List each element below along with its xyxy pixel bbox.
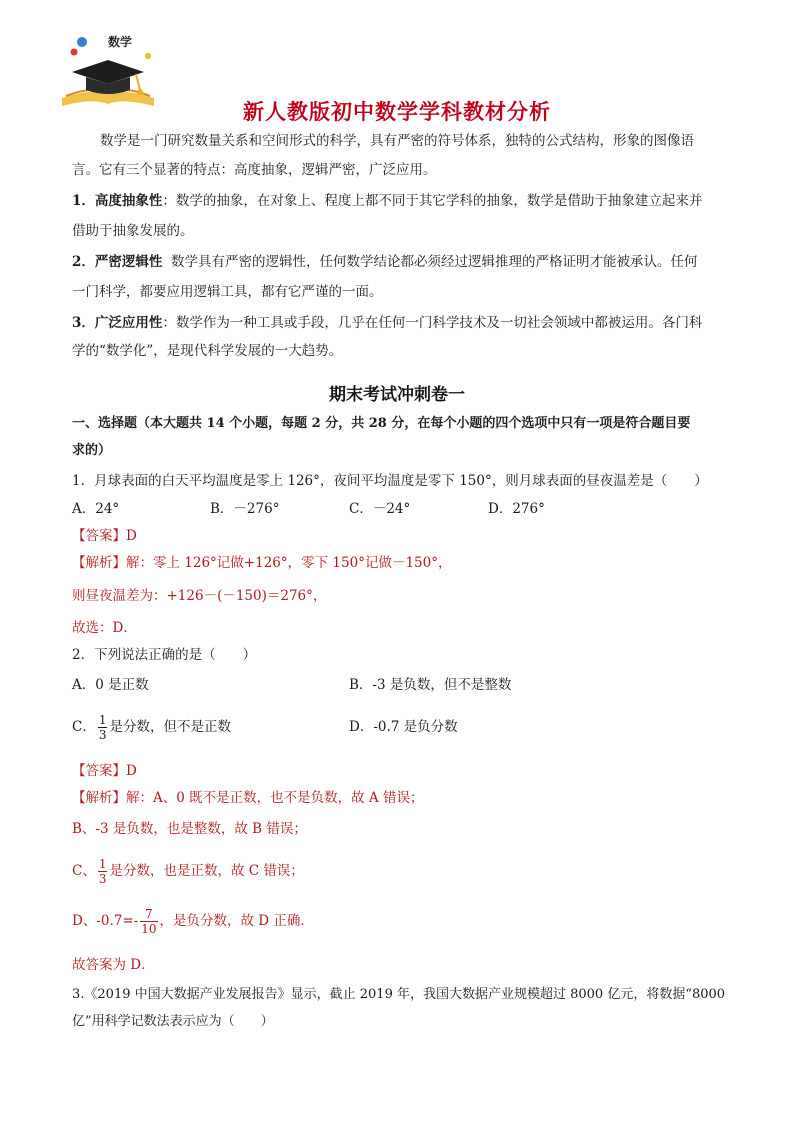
intro-line: 言。它有三个显著的特点：高度抽象，逻辑严密，广泛应用。 (72, 162, 437, 178)
question-1-option-d: D．276° (488, 501, 545, 517)
section-header-cont: 求的） (72, 443, 112, 458)
question-1-stem: 1．月球表面的白天平均温度是零上 126°，夜间平均温度是零下 150°，则月球表面的昼夜温差是（ ） (72, 473, 708, 489)
fraction: $\frac{1}{3}$ (98, 713, 107, 742)
question-1-answer: 【答案】D (72, 528, 137, 544)
question-1-option-a: A．24° (72, 501, 120, 517)
logo-label: 数学 (108, 35, 133, 49)
question-1-explanation: 【解析】解：零上 126°记做+126°，零下 150°记做－150°， (72, 555, 452, 571)
intro-line: 数学是一门研究数量关系和空间形式的科学，具有严密的符号体系，独特的公式结构，形象的图像语 (100, 133, 694, 149)
feature-logic-cont: 一门科学，都要应用逻辑工具，都有它严谨的一面。 (72, 284, 383, 300)
feature-label: 1．高度抽象性 (72, 193, 163, 209)
feature-label: 2．严密逻辑性 (72, 254, 163, 270)
question-3-stem: 3.《2019 中国大数据产业发展报告》显示，截止 2019 年，我国大数据产业规模超过 8000 亿元，将数据“8000 (72, 987, 726, 1002)
question-2-option-d: D．-0.7 是负分数 (349, 719, 458, 735)
section-header: 一、选择题（本大题共 14 个小题，每题 2 分，共 28 分，在每个小题的四个选项中只有一项是符合题目要 (72, 416, 691, 431)
question-2-option-b: B．-3 是负数，但不是整数 (349, 677, 512, 693)
feature-label: 3．广泛应用性 (72, 315, 163, 331)
question-1-option-c: C．－24° (349, 501, 411, 517)
question-2-explanation: 【解析】解：A、0 既不是正数，也不是负数，故 A 错误； (72, 790, 424, 806)
question-1-conclusion: 故选：D． (72, 620, 137, 636)
question-2-stem: 2．下列说法正确的是（ ） (72, 647, 257, 663)
question-1-explanation-step: 则昼夜温差为：+126－(－150)＝276°， (72, 588, 327, 604)
fraction: $\frac{7}{10}$ (141, 907, 157, 936)
question-2-explanation-c: C、 $\frac{1}{3}$ 是分数，也是正数，故 C 错误； (72, 857, 304, 886)
feature-logic: 2．严密逻辑性 数学具有严密的逻辑性，任何数学结论都必须经过逻辑推理的严格证明才能被承认。任何 (72, 254, 698, 270)
feature-abstract-cont: 借助于抽象发展的。 (72, 223, 194, 239)
fraction: $\frac{1}{3}$ (98, 857, 107, 886)
question-2-explanation-d: D、-0.7=- $\frac{7}{10}$ ，是负分数，故 D 正确． (72, 907, 314, 936)
feature-abstract: 1．高度抽象性：数学的抽象，在对象上、程度上都不同于其它学科的抽象，数学是借助于抽象建立起来并 (72, 193, 703, 209)
question-1-option-b: B．－276° (210, 501, 280, 517)
feature-application: 3．广泛应用性：数学作为一种工具或手段，几乎在任何一门科学技术及一切社会领域中都被运用。各门科 (72, 315, 703, 331)
question-2-answer: 【答案】D (72, 763, 137, 779)
question-2-option-a: A．0 是正数 (72, 677, 149, 693)
document-title: 新人教版初中数学学科教材分析 (243, 99, 551, 124)
question-3-stem-cont: 亿”用科学记数法表示应为（ ） (72, 1014, 274, 1029)
question-2-conclusion: 故答案为 D． (72, 957, 155, 973)
feature-application-cont: 学的“数学化”，是现代科学发展的一大趋势。 (72, 343, 343, 359)
question-2-explanation-b: B、-3 是负数，也是整数，故 B 错误； (72, 821, 307, 837)
question-2-option-c: C． $\frac{1}{3}$ 是分数，但不是正数 (72, 713, 231, 742)
exam-title: 期末考试冲刺卷一 (329, 385, 465, 405)
